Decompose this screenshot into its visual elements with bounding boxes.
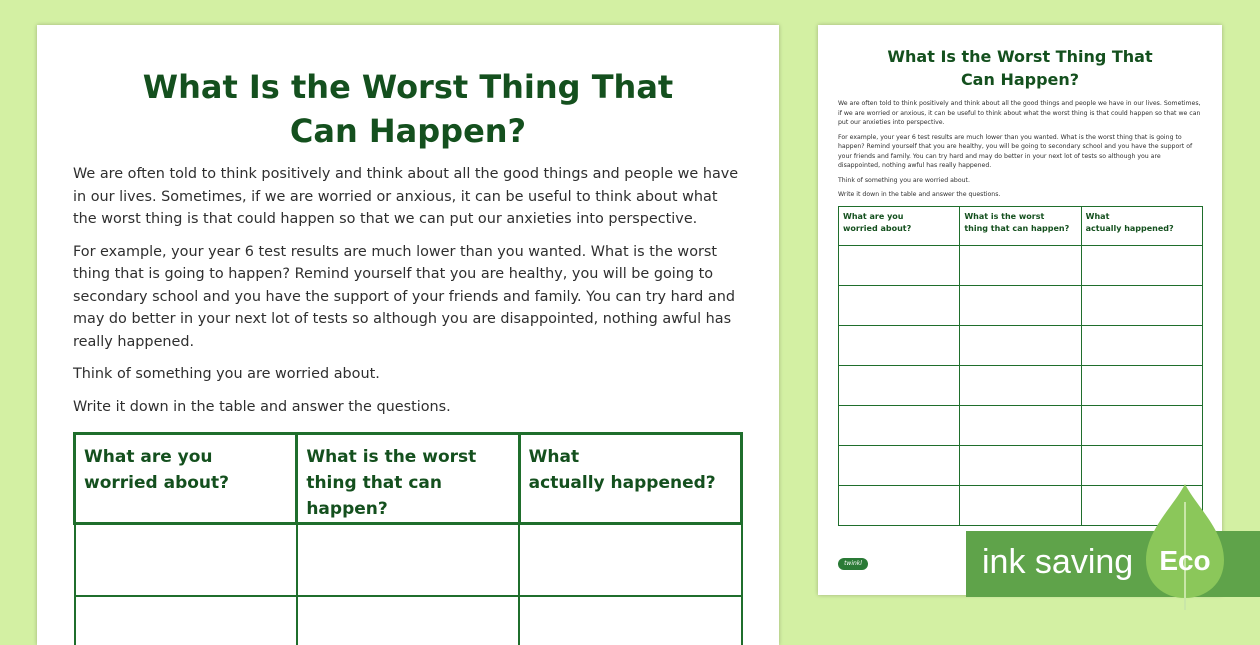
table-row xyxy=(839,405,1203,445)
table-cell xyxy=(960,485,1081,525)
title-line-2-small: Can Happen? xyxy=(960,70,1080,89)
ink-saving-label: ink saving xyxy=(982,543,1134,581)
table-cell xyxy=(297,596,519,645)
table-row xyxy=(839,365,1203,405)
instruction-write: Write it down in the table and answer the questions. xyxy=(73,398,451,415)
eco-leaf-icon xyxy=(1144,482,1226,612)
header-actually-happened-small: What actually happened? xyxy=(1081,206,1202,245)
instruction-think: Think of something you are worried about. xyxy=(73,366,380,382)
table-cell xyxy=(839,245,960,285)
header-worst-thing: What is the worst thing that can happen? xyxy=(297,434,519,524)
table-header-row xyxy=(839,206,1203,245)
table-cell xyxy=(960,365,1081,405)
table-cell xyxy=(839,485,960,525)
table-cell xyxy=(75,524,297,597)
table-cell xyxy=(1081,245,1202,285)
table-cell xyxy=(960,245,1081,285)
title-line-2: Can Happen? xyxy=(289,112,527,150)
table-cell xyxy=(75,596,297,645)
example-paragraph: For example, your year 6 test results are much lower than you wanted. What is the worst thing that is going to happen? Remind yourself that you are healthy, you will be going to secondary school and you have the support of your friends and family. You can try hard and may do better in your next lot of tests so although you are disappointed, nothing awful has really happened. xyxy=(73,243,735,350)
intro-paragraph: We are often told to think positively and think about all the good things and people we have in our lives. Sometimes, if we are worried or anxious, it can be useful to think about what the worst thing is that could happen so that we can put our anxieties into perspective. xyxy=(73,166,739,227)
title-line-1: What Is the Worst Thing That xyxy=(142,68,674,106)
worksheet-title-small xyxy=(818,45,1222,91)
worksheet-title xyxy=(37,65,779,153)
table-cell xyxy=(839,445,960,485)
title-line-1-small: What Is the Worst Thing That xyxy=(887,47,1153,66)
table-cell xyxy=(297,524,519,597)
table-cell xyxy=(839,285,960,325)
table-cell xyxy=(519,524,741,597)
header-worst-thing-small: What is the worst thing that can happen? xyxy=(960,206,1081,245)
table-cell xyxy=(960,325,1081,365)
table-cell xyxy=(1081,405,1202,445)
table-cell xyxy=(960,405,1081,445)
worry-table-small xyxy=(838,206,1203,526)
table-cell xyxy=(1081,365,1202,405)
example-paragraph-small: For example, your year 6 test results are much lower than you wanted. What is the worst thing that is going to happen? Remind yourself that you are healthy, you will be going to secondary school and you have the support of your friends and family. You can try hard and may do better in your next lot of tests so although you are disappointed, nothing awful has really happened. xyxy=(838,133,1193,169)
table-cell xyxy=(960,445,1081,485)
table-row xyxy=(839,245,1203,285)
table-row xyxy=(839,325,1203,365)
table-cell xyxy=(1081,445,1202,485)
header-worried-about: What are you worried about? xyxy=(75,434,297,524)
table-cell xyxy=(1081,285,1202,325)
table-cell xyxy=(519,596,741,645)
table-row xyxy=(75,524,742,597)
table-cell xyxy=(960,285,1081,325)
header-worried-about-small: What are you worried about? xyxy=(839,206,960,245)
table-row xyxy=(839,445,1203,485)
worry-table xyxy=(73,432,743,645)
table-cell xyxy=(1081,325,1202,365)
instruction-write-small: Write it down in the table and answer the questions. xyxy=(838,191,1001,198)
table-row xyxy=(75,596,742,645)
eco-label: Eco xyxy=(1159,545,1211,576)
table-row xyxy=(839,285,1203,325)
table-cell xyxy=(839,405,960,445)
instruction-think-small: Think of something you are worried about. xyxy=(838,176,970,184)
twinkl-logo: twinkl xyxy=(838,558,868,570)
intro-paragraph-small: We are often told to think positively and think about all the good things and people we have in our lives. Sometimes, if we are worried or anxious, it can be useful to think about what the worst thing is that could happen so that we can put our anxieties into perspective. xyxy=(838,100,1201,126)
header-actually-happened: What actually happened? xyxy=(519,434,741,524)
table-cell xyxy=(839,325,960,365)
table-header-row xyxy=(75,434,742,524)
worksheet-preview-large xyxy=(37,25,779,645)
table-cell xyxy=(839,365,960,405)
